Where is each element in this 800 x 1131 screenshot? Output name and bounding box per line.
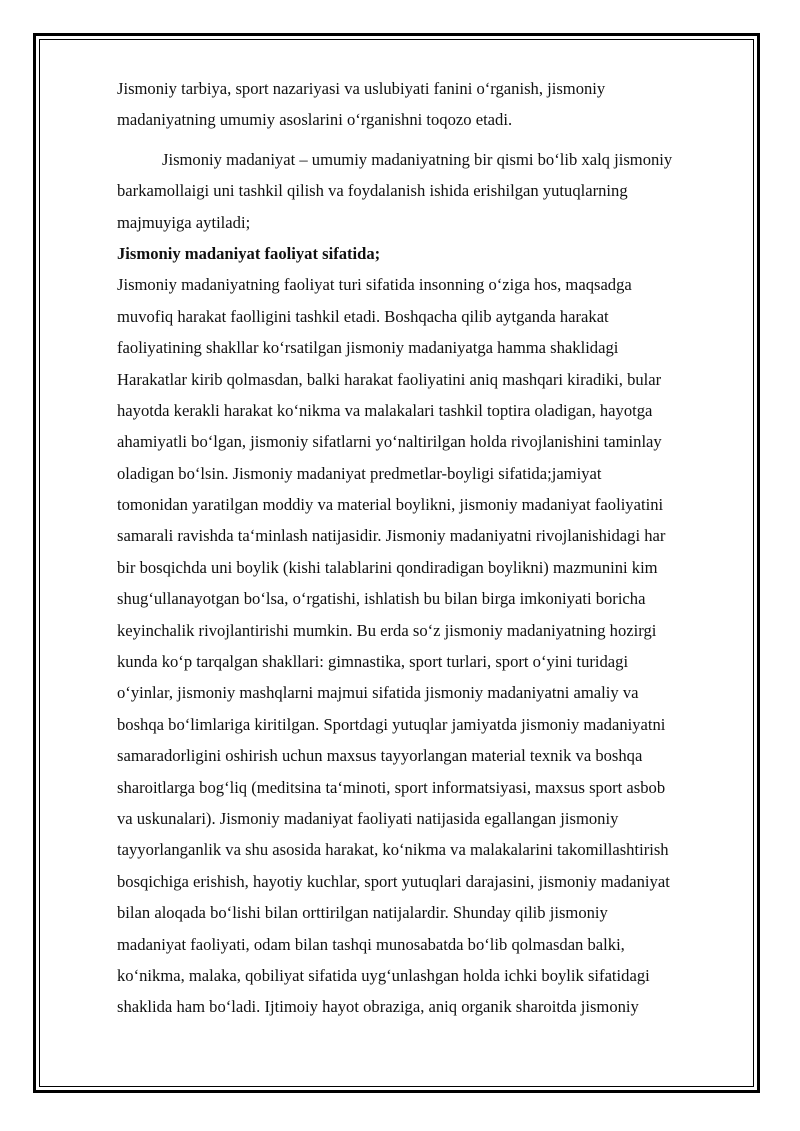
text-line: boshqa bo‘limlariga kiritilgan. Sportdagi yutuqlar jamiyatda jismoniy madaniyatni <box>117 714 666 734</box>
text-line: o‘yinlar, jismoniy mashqlarni majmui sifatida jismoniy madaniyatni amaliy va <box>117 683 639 703</box>
text-line: samarali ravishda ta‘minlash natijasidir. Jismoniy madaniyatni rivojlanishidagi har <box>117 526 666 546</box>
section-heading: Jismoniy madaniyat faoliyat sifatida; <box>117 243 381 263</box>
text-line: bilan aloqada bo‘lishi bilan orttirilgan natijalardir. Shunday qilib jismoniy <box>117 903 608 923</box>
text-line: ko‘nikma, malaka, qobiliyat sifatida uyg‘unlashgan holda ichki boylik sifatidagi <box>117 965 650 985</box>
text-line: muvofiq harakat faolligini tashkil etadi. Boshqacha qilib aytganda harakat <box>117 306 609 326</box>
text-line: samaradorligini oshirish uchun maxsus tayyorlangan material texnik va boshqa <box>117 746 643 766</box>
text-line: shaklida ham bo‘ladi. Ijtimoiy hayot obraziga, aniq organik sharoitda jismoniy <box>117 997 639 1017</box>
text-line: madaniyatning umumiy asoslarini o‘rganishni toqozo etadi. <box>117 110 513 130</box>
text-line: shug‘ullanayotgan bo‘lsa, o‘rgatishi, ishlatish bu bilan birga imkoniyati boricha <box>117 589 646 609</box>
text-line: tayyorlanganlik va shu asosida harakat, ko‘nikma va malakalarini takomillashtirish <box>117 840 669 860</box>
paragraph-first-line: Jismoniy madaniyat – umumiy madaniyatning bir qismi bo‘lib xalq jismoniy <box>162 149 673 169</box>
text-line: oladigan bo‘lsin. Jismoniy madaniyat predmetlar-boyligi sifatida;jamiyat <box>117 463 602 483</box>
text-line: barkamollaigi uni tashkil qilish va foydalanish ishida erishilgan yutuqlarning <box>117 181 628 201</box>
text-line: sharoitlarga bog‘liq (meditsina ta‘minoti, sport informatsiyasi, maxsus sport asbob <box>117 777 666 797</box>
text-line: Harakatlar kirib qolmasdan, balki harakat faoliyatini aniq mashqari kiradiki, bular <box>117 369 662 389</box>
text-line: Jismoniy madaniyatning faoliyat turi sifatida insonning o‘ziga hos, maqsadga <box>117 275 632 295</box>
text-line: majmuyiga aytiladi; <box>117 212 251 232</box>
text-line: va uskunalari). Jismoniy madaniyat faoliyati natijasida egallangan jismoniy <box>117 808 619 828</box>
text-line: faoliyatining shakllar ko‘rsatilgan jismoniy madaniyatga hamma shaklidagi <box>117 338 619 358</box>
text-line: tomonidan yaratilgan moddiy va material boylikni, jismoniy madaniyat faoliyatini <box>117 495 664 515</box>
text-line: hayotda kerakli harakat ko‘nikma va malakalari tashkil toptira oladigan, hayotga <box>117 400 653 420</box>
text-line: madaniyat faoliyati, odam bilan tashqi munosabatda bo‘lib qolmasdan balki, <box>117 934 625 954</box>
document-body <box>117 73 747 1023</box>
text-line: bosqichiga erishish, hayotiy kuchlar, sport yutuqlari darajasini, jismoniy madaniyat <box>117 871 670 891</box>
text-line: keyinchalik rivojlantirishi mumkin. Bu erda so‘z jismoniy madaniyatning hozirgi <box>117 620 657 640</box>
text-line: kunda ko‘p tarqalgan shakllari: gimnastika, sport turlari, sport o‘yini turidagi <box>117 652 629 672</box>
text-line: Jismoniy tarbiya, sport nazariyasi va uslubiyati fanini o‘rganish, jismoniy <box>117 79 606 98</box>
text-line: ahamiyatli bo‘lgan, jismoniy sifatlarni yo‘naltirilgan holda rivojlanishini taminlay <box>117 432 662 452</box>
text-line: bir bosqichda uni boylik (kishi talablarini qondiradigan boylikni) mazmunini kim <box>117 557 658 577</box>
